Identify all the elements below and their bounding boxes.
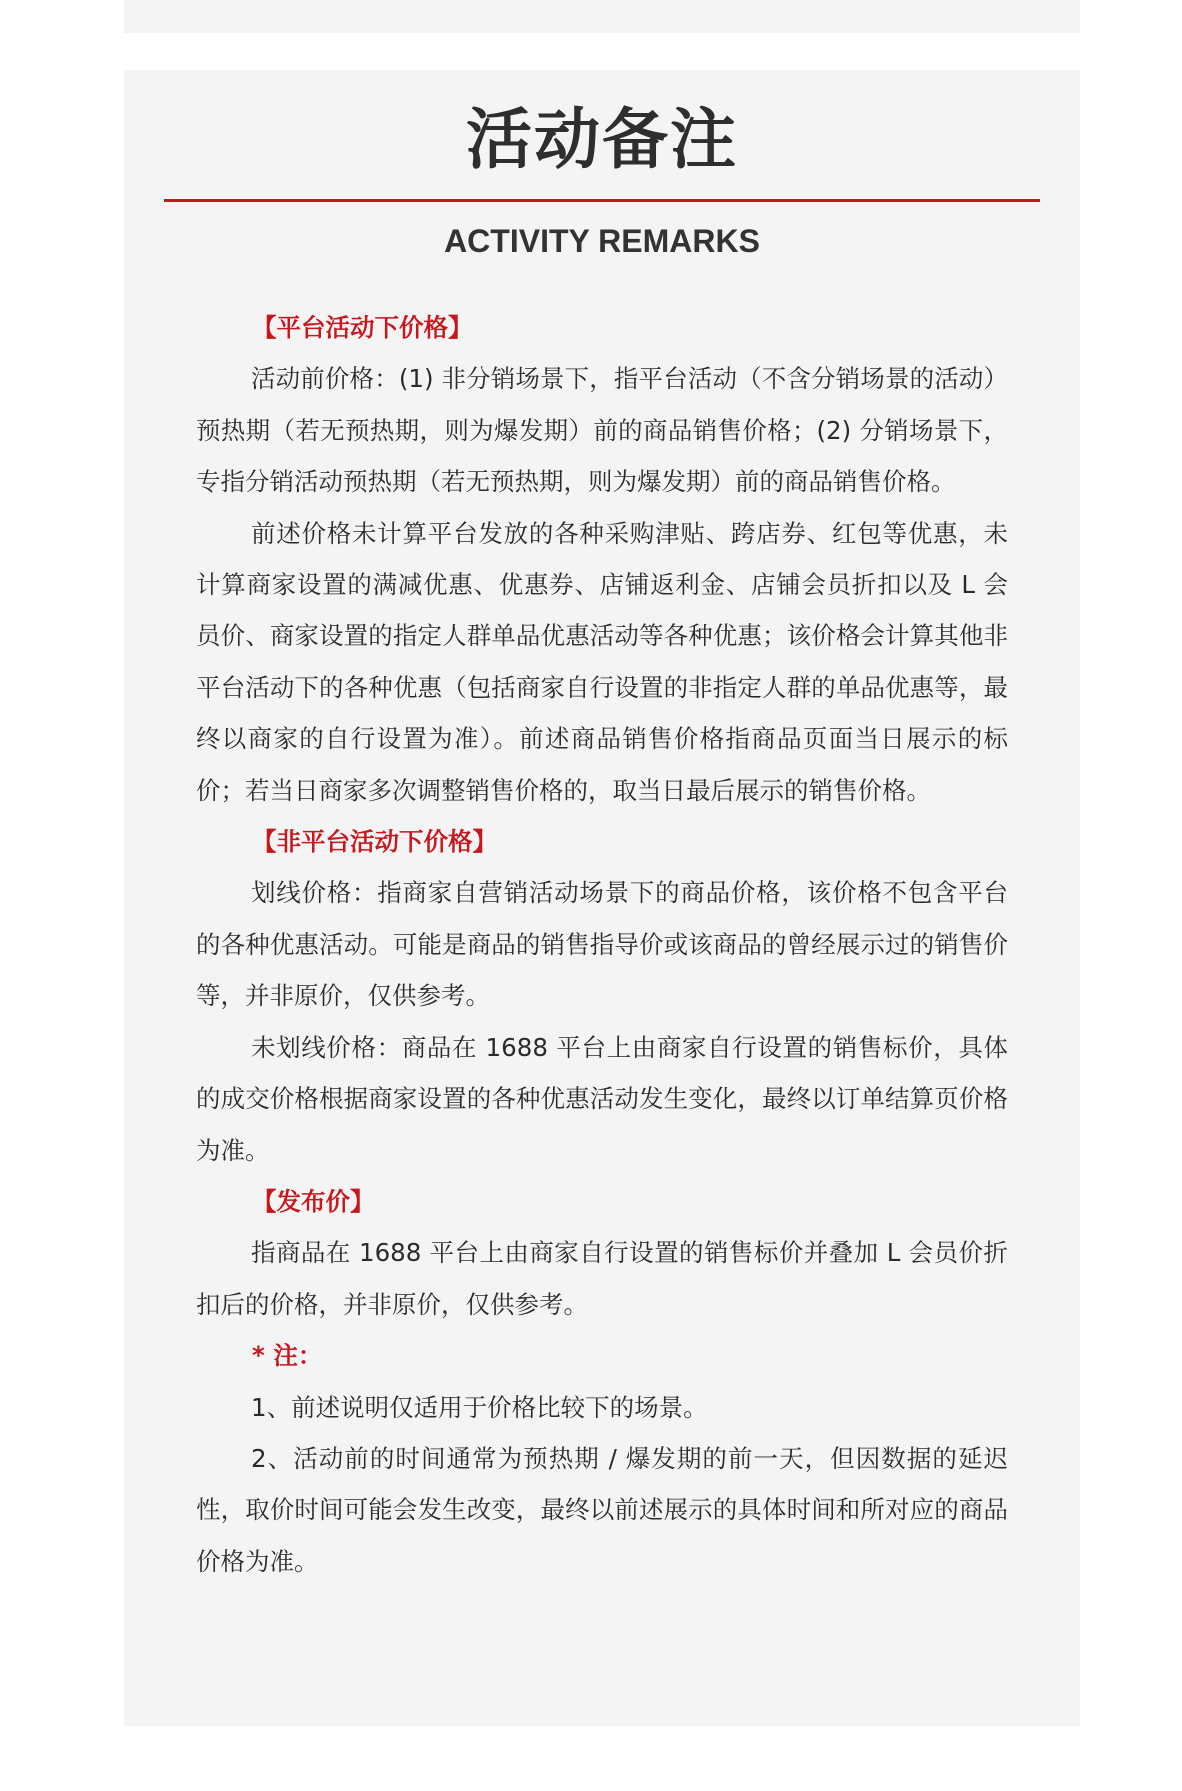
non-platform-paragraph-1: 划线价格：指商家自营销活动场景下的商品价格，该价格不包含平台的各种优惠活动。可能是商品的销售指导价或该商品的曾经展示过的销售价等，并非原价，仅供参考。	[196, 878, 1008, 1011]
note-item-1: 1、前述说明仅适用于价格比较下的场景。	[251, 1392, 708, 1422]
page-subtitle: ACTIVITY REMARKS	[444, 223, 760, 259]
release-paragraph: 指商品在 1688 平台上由商家自行设置的销售标价并叠加 L 会员价折扣后的价格，并非原价，仅供参考。	[196, 1238, 1008, 1319]
non-platform-paragraph-2: 未划线价格：商品在 1688 平台上由商家自行设置的销售标价，具体的成交价格根据商家设置的各种优惠活动发生变化，最终以订单结算页价格为准。	[196, 1032, 1008, 1165]
section-heading-release: 【发布价】	[252, 1186, 375, 1216]
platform-paragraph-1: 活动前价格：(1) 非分销场景下，指平台活动（不含分销场景的活动）预热期（若无预热期，则为爆发期）前的商品销售价格；(2) 分销场景下，专指分销活动预热期（若无预热期，则为爆发期）前的商品销售价格。	[196, 364, 1008, 497]
page-title: 活动备注	[466, 101, 738, 178]
section-heading-non-platform: 【非平台活动下价格】	[252, 827, 497, 857]
note-heading: * 注：	[252, 1341, 323, 1371]
platform-paragraph-2: 前述价格未计算平台发放的各种采购津贴、跨店券、红包等优惠，未计算商家设置的满减优惠、优惠券、店铺返利金、店铺会员折扣以及 L 会员价、商家设置的指定人群单品优惠活动等各种优惠；该价格会计算其他非平台活动下的各种优惠（包括商家自行设置的非指定人群的单品优惠等，最终以商家的自行设置为准）。前述商品销售价格指商品页面当日展示的标价；若当日商家多次调整销售价格的，取当日最后展示的销售价格。	[196, 518, 1008, 805]
remarks-content	[196, 302, 1008, 1587]
note-item-2: 2、活动前的时间通常为预热期 / 爆发期的前一天，但因数据的延迟性，取价时间可能会发生改变，最终以前述展示的具体时间和所对应的商品价格为准。	[196, 1443, 1008, 1576]
top-strip	[124, 0, 1080, 33]
remarks-card	[124, 70, 1080, 1726]
section-heading-platform: 【平台活动下价格】	[252, 313, 473, 342]
title-divider	[164, 199, 1040, 202]
